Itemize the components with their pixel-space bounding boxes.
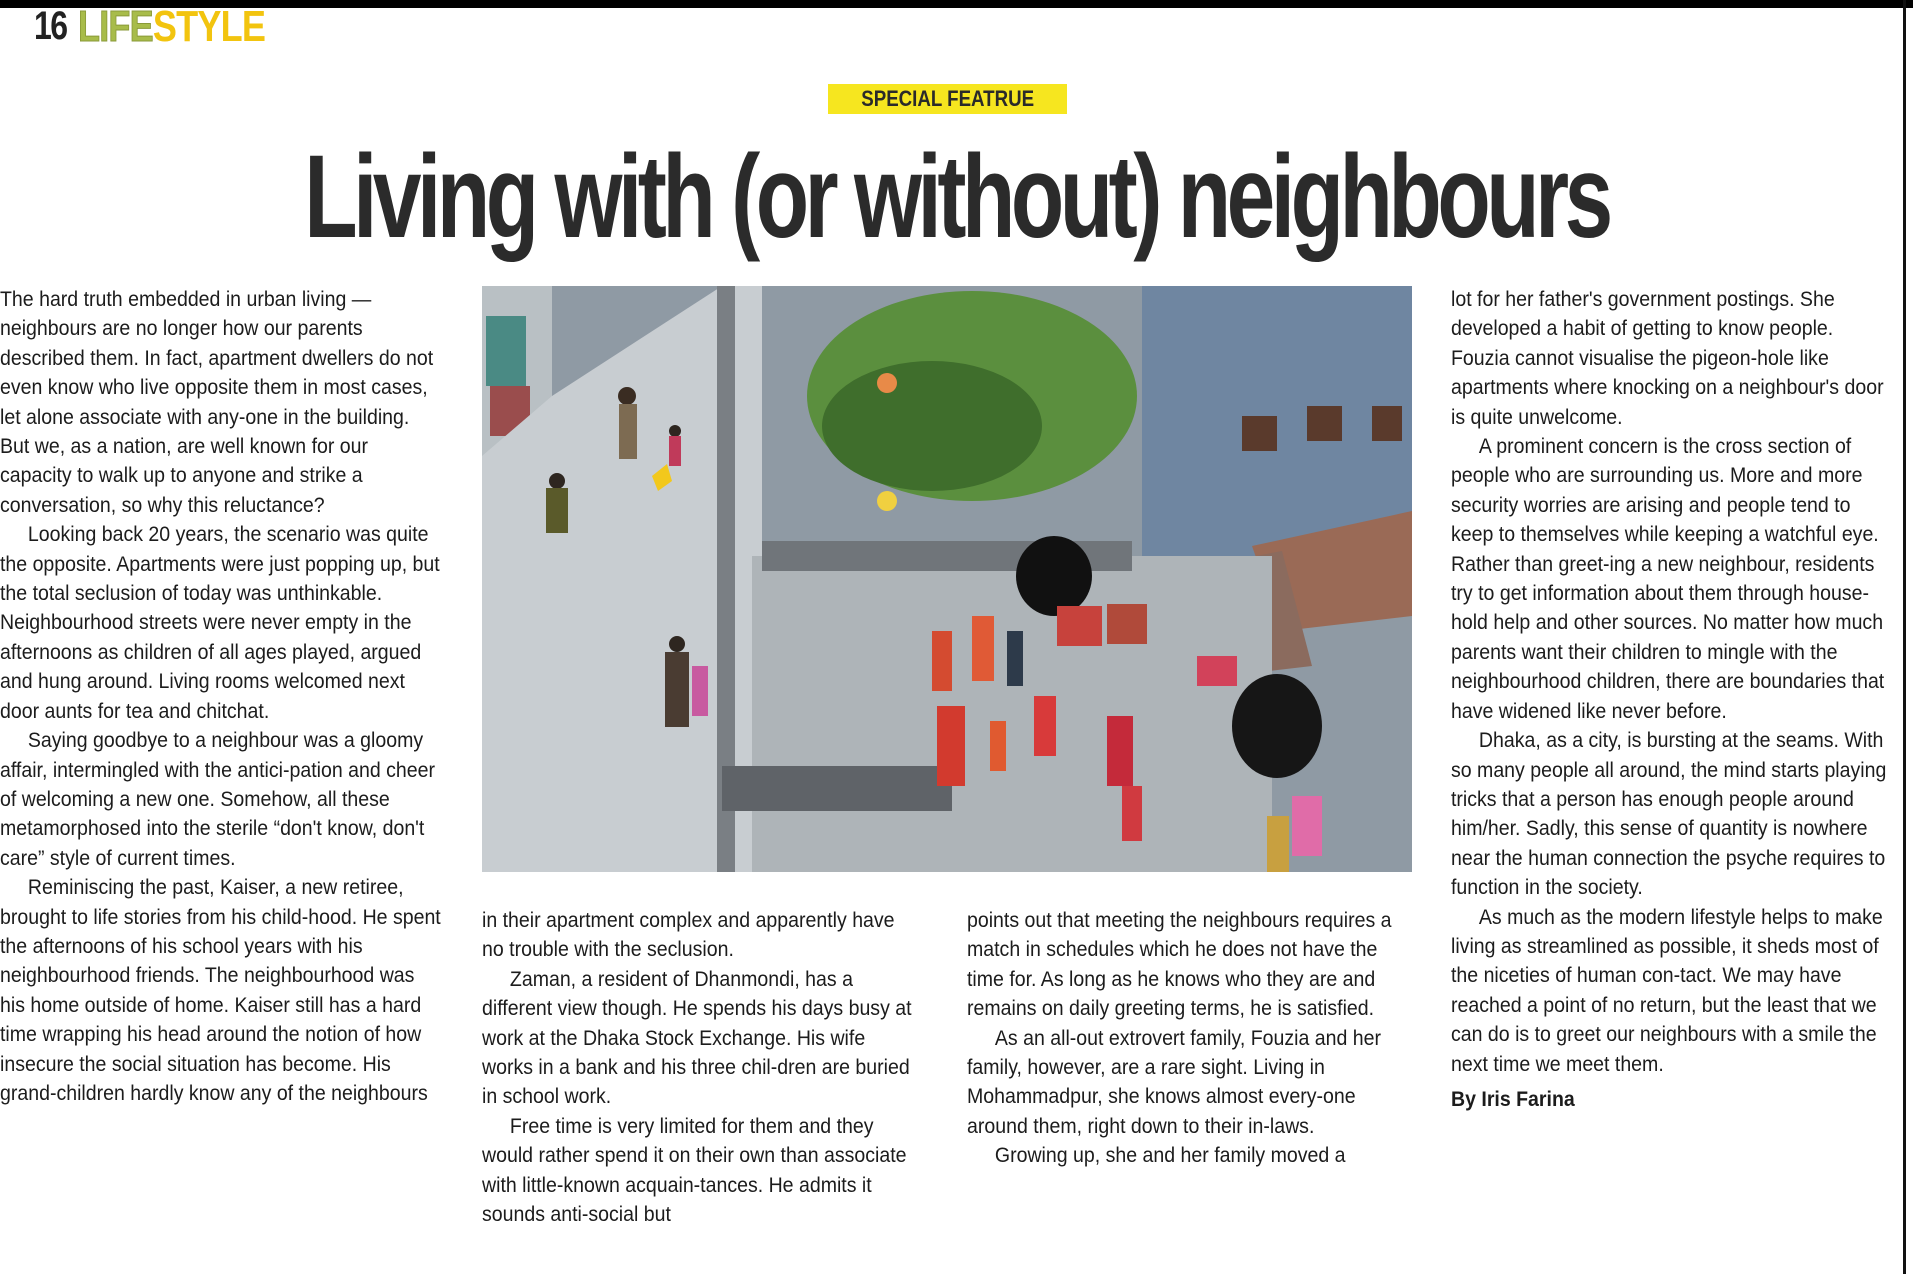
person — [1292, 796, 1322, 856]
paragraph: The hard truth embedded in urban living — neighbours are no longer how our parents described them. In fact, apartment dwellers do not even know who live opposite them in most cases, let alone associate with any-one in the building. But we, as a nation, are well known for our capacity to walk up to anyone and strike a conversation, so why this reluctance? — [0, 288, 434, 517]
byline: By Iris Farina — [1451, 1087, 1575, 1111]
person — [1007, 631, 1023, 686]
person — [932, 631, 952, 691]
person — [618, 387, 636, 405]
paragraph: Reminiscing the past, Kaiser, a new retiree, brought to life stories from his child-hood. He spent the afternoons of his school years with his neighbourhood friends. The neighbourhood was his home outside of home. Kaiser still has a hard time wrapping his head around the notion of how insecure the social situation has become. His grand-children hardly know any of the neighbours — [0, 876, 441, 1105]
center-rooftop — [752, 556, 1272, 872]
window — [1372, 406, 1402, 441]
paragraph: Zaman, a resident of Dhanmondi, has a different view though. He spends his days busy at work at the Dhaka Stock Exchange. His wife works in a bank and his three chil-dren are buried in school work. — [482, 967, 912, 1109]
right-page-rule — [1903, 0, 1906, 1274]
paragraph: Free time is very limited for them and they would rather spend it on their own than associate with little-known acquain-tances. He admits it sounds anti-social but — [482, 1114, 907, 1227]
person — [669, 425, 681, 437]
paragraph: Dhaka, as a city, is bursting at the seams. With so many people all around, the mind starts playing tricks that a person has enough people around him/her. Sadly, this sense of quantity is nowhere near the human connection the psyche requires to function in the society. — [1451, 729, 1887, 900]
article-column-3 — [967, 906, 1404, 1171]
clothes-line-item — [1107, 604, 1147, 644]
low-wall — [722, 766, 952, 811]
water-tank — [1016, 536, 1092, 616]
section-logo — [78, 2, 265, 52]
kicker-label — [828, 84, 1067, 114]
person — [546, 488, 568, 533]
water-tank-2 — [1232, 674, 1322, 778]
paragraph: in their apartment complex and apparently have no trouble with the seclusion. — [482, 909, 895, 962]
paragraph: Looking back 20 years, the scenario was quite the opposite. Apartments were just popping up, but the total seclusion of today was unthinkable. Neighbourhood streets were never empty in the afternoons as children of all ages played, argued and hung around. Living rooms welcomed next door aunts for tea and chitchat. — [0, 523, 440, 723]
page-number: 16 — [34, 4, 67, 48]
person — [1107, 716, 1133, 786]
headline: Living with (or without) neighbours — [304, 131, 1609, 263]
article-column-4 — [1451, 285, 1894, 1114]
window — [1307, 406, 1342, 441]
paragraph: Growing up, she and her family moved a — [994, 1144, 1346, 1168]
paragraph: As an all-out extrovert family, Fouzia and her family, however, are a rare sight. Living in Mohammadpur, she knows almost every-one around them, right down to their in-laws. — [967, 1026, 1381, 1138]
tree-canopy-dark — [822, 361, 1042, 491]
paragraph: lot for her father's government postings. She developed a habit of getting to know people. Fouzia cannot visualise the pigeon-hole like apartments where knocking on a neighbour's door is quite unwelcome. — [1451, 288, 1884, 429]
kicker-text: SPECIAL FEATRUE — [861, 86, 1034, 111]
person — [669, 636, 685, 652]
balloon — [877, 491, 897, 511]
person — [972, 616, 994, 681]
clothes-line-item — [1197, 656, 1237, 686]
person — [1267, 816, 1289, 872]
green-shutter — [486, 316, 526, 386]
rooftop-photo — [482, 286, 1412, 872]
article-column-1 — [0, 285, 443, 1108]
section-logo-style: STYLE — [152, 2, 266, 51]
article-column-2 — [482, 906, 919, 1229]
person — [1034, 696, 1056, 756]
section-logo-life: LIFE — [78, 2, 153, 51]
paragraph: Saying goodbye to a neighbour was a gloomy affair, intermingled with the antici-pation and cheer of welcoming a new one. Somehow, all these metamorphosed into the sterile “don't know, don't care” style of current times. — [0, 729, 435, 870]
clothes-line-item — [1057, 606, 1102, 646]
person — [990, 721, 1006, 771]
person — [937, 706, 965, 786]
person — [665, 652, 689, 727]
paragraph: As much as the modern lifestyle helps to make living as streamlined as possible, it sheds most of the niceties of human con-tact. We may have reached a point of no return, but the least that we can do is to greet our neighbours with a smile the next time we meet them. — [1451, 905, 1883, 1076]
person — [1122, 786, 1142, 841]
person — [549, 473, 565, 489]
top-rule — [0, 0, 1913, 8]
paragraph: points out that meeting the neighbours requires a match in schedules which he does not have the time for. As long as he knows who they are and remains on daily greeting terms, he is satisfied. — [967, 909, 1392, 1021]
person — [619, 404, 637, 459]
person — [669, 436, 681, 466]
person — [692, 666, 708, 716]
balloon — [877, 373, 897, 393]
window — [1242, 416, 1277, 451]
paragraph: A prominent concern is the cross section of people who are surrounding us. More and more security worries are arising and people tend to keep to themselves while keeping a watchful eye. Rather than greet-ing a new neighbour, residents try to get information about them through house-hold help and other sources. No matter how much parents want their children to mingle with the neighbourhood children, there are boundaries that have widened like never before. — [1451, 435, 1885, 723]
